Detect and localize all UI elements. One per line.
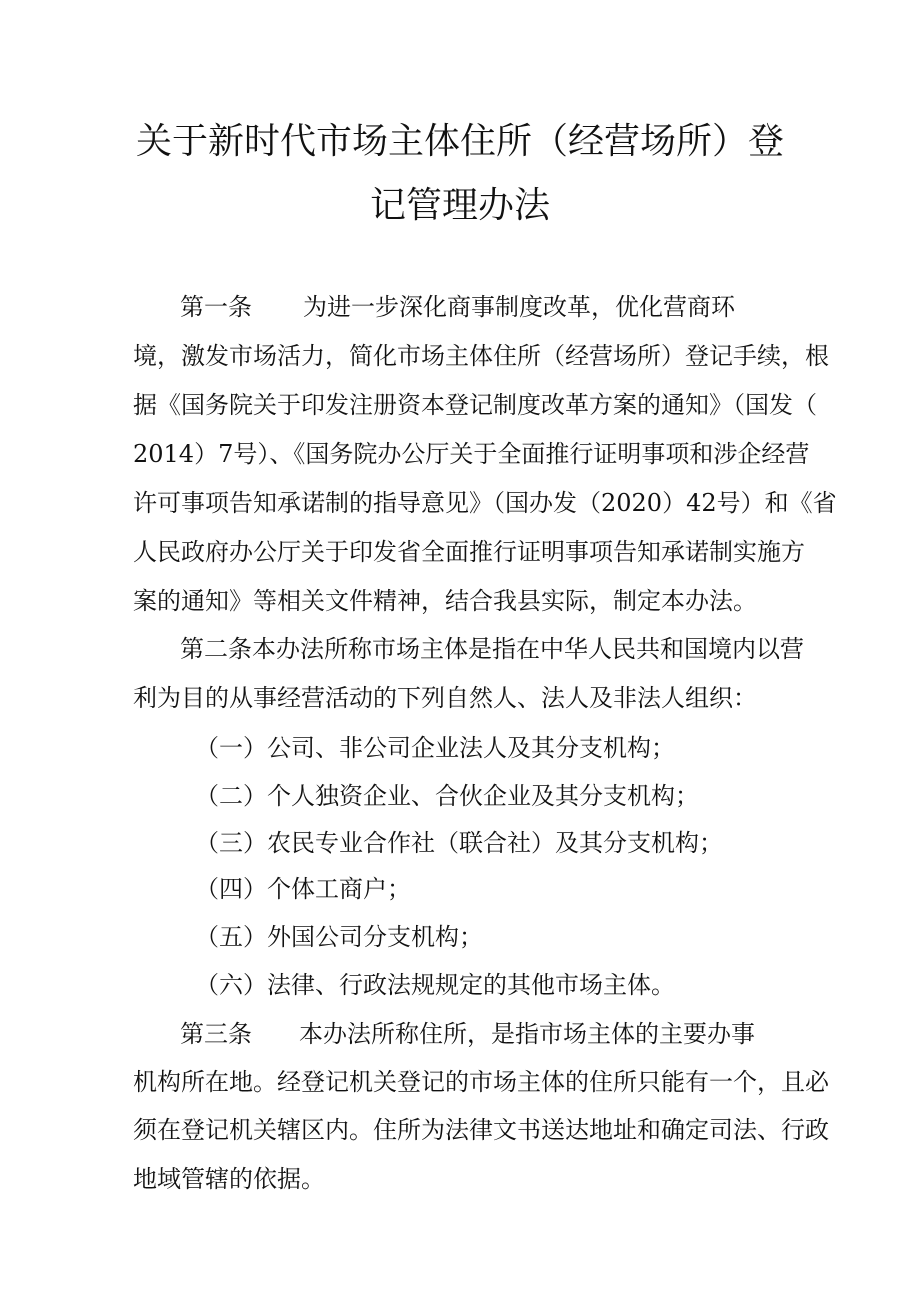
article-2-second-line: 利为目的从事经营活动的下列自然人、法人及非法人组织：: [133, 684, 757, 712]
document-title-line-2: 记管理办法: [369, 185, 550, 226]
article-3-last-line: 地域管辖的依据。: [133, 1165, 325, 1193]
article-3-heading: 第三条: [180, 1020, 252, 1048]
article-3-line: 须在登记机关辖区内。住所为法律文书送达地址和确定司法、行政: [133, 1116, 829, 1144]
article-1-last-line: 案的通知》等相关文件精神，结合我县实际，制定本办法。: [133, 587, 757, 615]
list-item: （五）外国公司分支机构；: [195, 923, 483, 951]
document-title-line-1: 关于新时代市场主体住所（经营场所）登: [135, 121, 784, 162]
list-item: （三）农民专业合作社（联合社）及其分支机构；: [195, 829, 723, 857]
article-1-first-line: 为进一步深化商事制度改革，优化营商环: [303, 293, 735, 321]
article-1-line: 据《国务院关于印发注册资本登记制度改革方案的通知》（国发（: [133, 391, 817, 419]
article-1-line: 许可事项告知承诺制的指导意见》（国办发（2020）42号）和《省: [133, 489, 837, 517]
article-1-line: 2014）7号）、《国务院办公厅关于全面推行证明事项和涉企经营: [133, 440, 810, 468]
list-item: （二）个人独资企业、合伙企业及其分支机构；: [195, 782, 699, 810]
article-3-first-line: 本办法所称住所，是指市场主体的主要办事: [299, 1020, 755, 1048]
article-1-heading: 第一条: [180, 293, 252, 321]
list-item: （四）个体工商户；: [195, 875, 411, 903]
article-2-first-line: 第二条本办法所称市场主体是指在中华人民共和国境内以营: [180, 635, 804, 663]
article-1-line: 人民政府办公厅关于印发省全面推行证明事项告知承诺制实施方: [133, 538, 805, 566]
article-3-line: 机构所在地。经登记机关登记的市场主体的住所只能有一个，且必: [133, 1068, 829, 1096]
list-item: （六）法律、行政法规规定的其他市场主体。: [195, 971, 675, 999]
list-item: （一）公司、非公司企业法人及其分支机构；: [195, 734, 675, 762]
article-1-line: 境，激发市场活力，简化市场主体住所（经营场所）登记手续，根: [133, 342, 829, 370]
